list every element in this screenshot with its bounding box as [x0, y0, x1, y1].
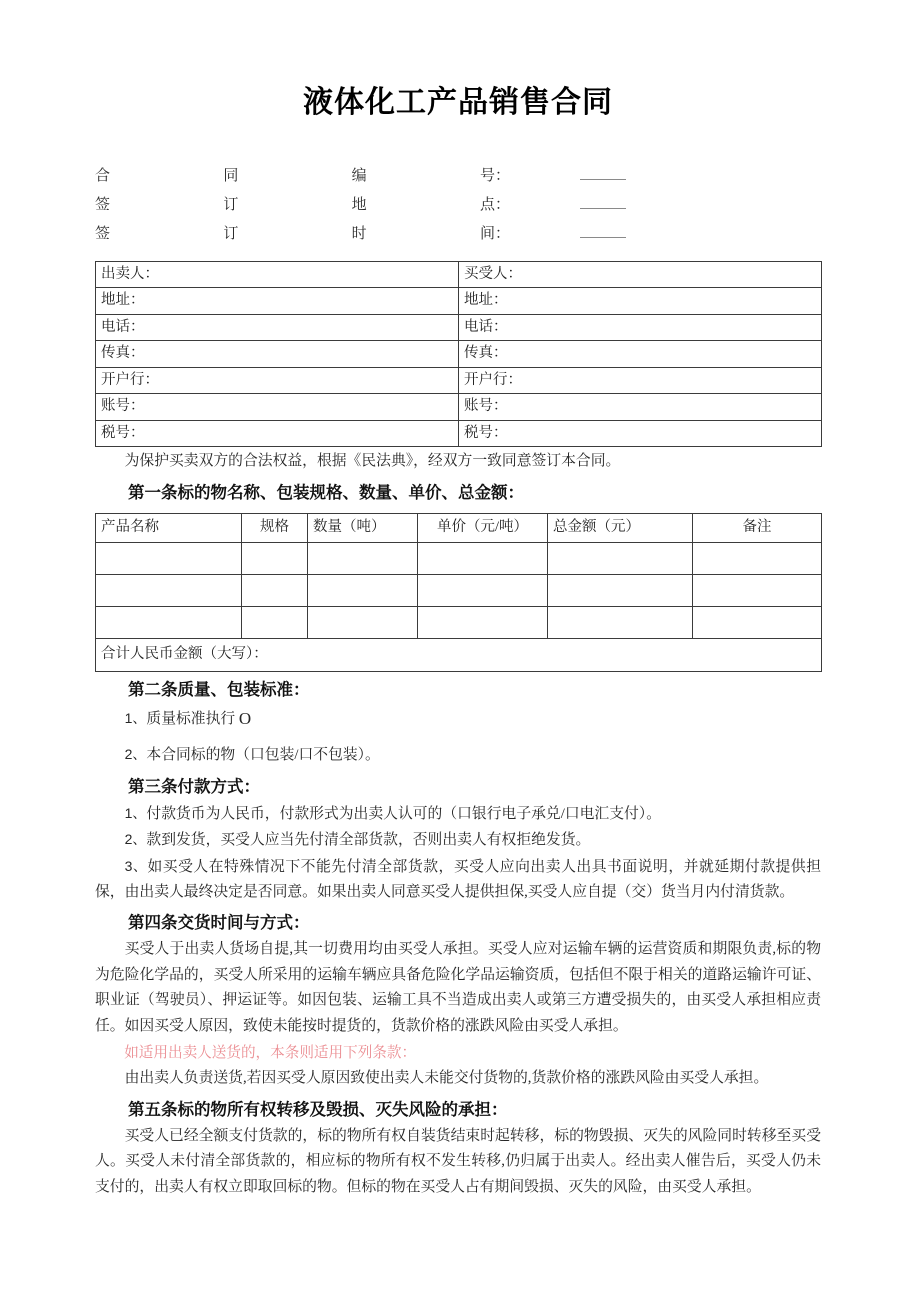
- table-row: [96, 314, 822, 341]
- circle-mark-icon: O: [238, 708, 252, 728]
- clause-2-item-2-text: 本合同标的物（口包装/口不包装）。: [146, 747, 380, 764]
- seller-account-cell[interactable]: 账号：: [96, 394, 459, 421]
- clause-2-item-1-text: 质量标准执行: [146, 710, 239, 727]
- table-row: [96, 606, 822, 638]
- column-header-product-name: 产品名称: [96, 513, 242, 542]
- total-amount-in-words-cell[interactable]: 合计人民币金额（大写）：: [96, 638, 822, 671]
- product-details-table: [95, 513, 822, 672]
- clause-2-item-1-number: 1、: [124, 709, 147, 726]
- meta-row-signing-place: [95, 191, 821, 220]
- clause-2-item-1: [95, 704, 821, 733]
- cell-total-amount[interactable]: [548, 542, 693, 574]
- table-row: [96, 420, 822, 447]
- meta-label-contract-number: 合同编号: [95, 167, 495, 184]
- header-meta-block: [95, 162, 821, 249]
- buyer-bank-cell[interactable]: 开户行：: [459, 367, 822, 394]
- clause-4-paragraph-1: 买受人于出卖人货场自提,其一切费用均由买受人承担。买受人应对运输车辆的运营资质和期限负责,标的物为危险化学品的，买受人所采用的运输车辆应具备危险化学品运输资质，包括但不限于相关的道路运输许可证、职业证（驾驶员）、押运证等。如因包装、运输工具不当造成出卖人或第三方遭受损失的，由买受人承担相应责任。如因买受人原因，致使未能按时提货的，货款价格的涨跌风险由买受人承担。: [95, 941, 821, 1034]
- cell-total-amount[interactable]: [548, 606, 693, 638]
- buyer-fax-cell[interactable]: 传真：: [459, 341, 822, 368]
- cell-product-name[interactable]: [96, 574, 242, 606]
- clause-4-heading: 第四条交货时间与方式：: [128, 913, 310, 933]
- table-row: [96, 341, 822, 368]
- column-header-total-amount: 总金额（元）: [548, 513, 693, 542]
- clause-3-item-3: [95, 854, 821, 906]
- table-header-row: [96, 513, 822, 542]
- cell-spec[interactable]: [242, 574, 308, 606]
- clause-2-item-2-number: 2、: [124, 746, 147, 763]
- seller-phone-cell[interactable]: 电话：: [96, 314, 459, 341]
- intro-paragraph: 为保护买卖双方的合法权益，根据《民法典》，经双方一致同意签订本合同。: [124, 453, 621, 470]
- meta-label-signing-time: 签订时间: [95, 225, 495, 242]
- clause-3-item-1: [95, 801, 821, 827]
- buyer-account-cell[interactable]: 账号：: [459, 394, 822, 421]
- cell-unit-price[interactable]: [418, 606, 548, 638]
- clause-3-item-2-number: 2、: [124, 831, 147, 848]
- cell-unit-price[interactable]: [418, 574, 548, 606]
- seller-address-cell[interactable]: 地址：: [96, 288, 459, 315]
- cell-spec[interactable]: [242, 542, 308, 574]
- seller-bank-cell[interactable]: 开户行：: [96, 367, 459, 394]
- table-row: [96, 288, 822, 315]
- meta-row-contract-number: [95, 162, 821, 191]
- clause-3-heading: 第三条付款方式：: [128, 776, 260, 796]
- page-title: 液体化工产品销售合同: [303, 86, 613, 119]
- cell-quantity[interactable]: [308, 574, 418, 606]
- clause-4-paragraph-2: 由出卖人负责送货,若因买受人原因致使出卖人未能交付货物的,货款价格的涨跌风险由买受人承担。: [124, 1070, 769, 1087]
- meta-blank-signing-time[interactable]: [580, 223, 626, 238]
- clause-3-item-3-number: 3、: [124, 857, 148, 874]
- cell-remark[interactable]: [693, 574, 822, 606]
- column-header-quantity: 数量（吨）: [308, 513, 418, 542]
- column-header-spec: 规格: [242, 513, 308, 542]
- party-info-table: [95, 261, 822, 448]
- buyer-tax-cell[interactable]: 税号：: [459, 420, 822, 447]
- table-row: [96, 574, 822, 606]
- meta-row-signing-time: [95, 220, 821, 249]
- clause-3-item-1-text: 付款货币为人民币，付款形式为出卖人认可的（口银行电子承兑/口电汇支付）。: [146, 805, 661, 822]
- cell-product-name[interactable]: [96, 606, 242, 638]
- seller-tax-cell[interactable]: 税号：: [96, 420, 459, 447]
- table-total-row: [96, 638, 822, 671]
- table-row: [96, 542, 822, 574]
- cell-total-amount[interactable]: [548, 574, 693, 606]
- column-header-unit-price: 单价（元/吨）: [418, 513, 548, 542]
- meta-colon-signing-place: ：: [495, 196, 511, 213]
- meta-blank-contract-number[interactable]: [580, 165, 626, 180]
- buyer-name-cell[interactable]: 买受人：: [459, 261, 822, 288]
- clause-2-heading: 第二条质量、包装标准：: [128, 679, 310, 699]
- meta-colon-contract-number: ：: [495, 167, 511, 184]
- clause-3-item-2: [95, 827, 821, 853]
- column-header-remark: 备注: [693, 513, 822, 542]
- cell-product-name[interactable]: [96, 542, 242, 574]
- table-row: [96, 261, 822, 288]
- buyer-phone-cell[interactable]: 电话：: [459, 314, 822, 341]
- clause-2-item-2: [95, 742, 821, 768]
- meta-blank-signing-place[interactable]: [580, 194, 626, 209]
- clause-5-paragraph-1: 买受人已经全额支付货款的，标的物所有权自装货结束时起转移，标的物毁损、灭失的风险同时转移至买受人。买受人未付清全部货款的，相应标的物所有权不发生转移,仍归属于出卖人。经出卖人催告后，买受人仍未支付的，出卖人有权立即取回标的物。但标的物在买受人占有期间毁损、灭失的风险，由买受人承担。: [95, 1127, 821, 1195]
- document-body: [95, 0, 821, 1200]
- meta-colon-signing-time: ：: [495, 225, 511, 242]
- table-row: [96, 394, 822, 421]
- meta-label-signing-place: 签订地点: [95, 196, 495, 213]
- cell-spec[interactable]: [242, 606, 308, 638]
- clause-1-heading: 第一条标的物名称、包装规格、数量、单价、总金额：: [128, 482, 524, 502]
- cell-remark[interactable]: [693, 606, 822, 638]
- clause-4-red-note: 如适用出卖人送货的，本条则适用下列条款：: [124, 1045, 417, 1062]
- cell-remark[interactable]: [693, 542, 822, 574]
- clause-3-item-3-text: 如买受人在特殊情况下不能先付清全部货款，买受人应向出卖人出具书面说明，并就延期付款提供担保，由出卖人最终决定是否同意。如果出卖人同意买受人提供担保,买受人应自提（交）货当月内付清货款。: [95, 858, 821, 900]
- seller-name-cell[interactable]: 出卖人：: [96, 261, 459, 288]
- seller-fax-cell[interactable]: 传真：: [96, 341, 459, 368]
- clause-3-item-2-text: 款到发货，买受人应当先付清全部货款，否则出卖人有权拒绝发货。: [146, 832, 591, 849]
- cell-quantity[interactable]: [308, 606, 418, 638]
- cell-quantity[interactable]: [308, 542, 418, 574]
- table-row: [96, 367, 822, 394]
- cell-unit-price[interactable]: [418, 542, 548, 574]
- buyer-address-cell[interactable]: 地址：: [459, 288, 822, 315]
- clause-3-item-1-number: 1、: [124, 804, 147, 821]
- clause-5-heading: 第五条标的物所有权转移及毁损、灭失风险的承担：: [128, 1099, 508, 1119]
